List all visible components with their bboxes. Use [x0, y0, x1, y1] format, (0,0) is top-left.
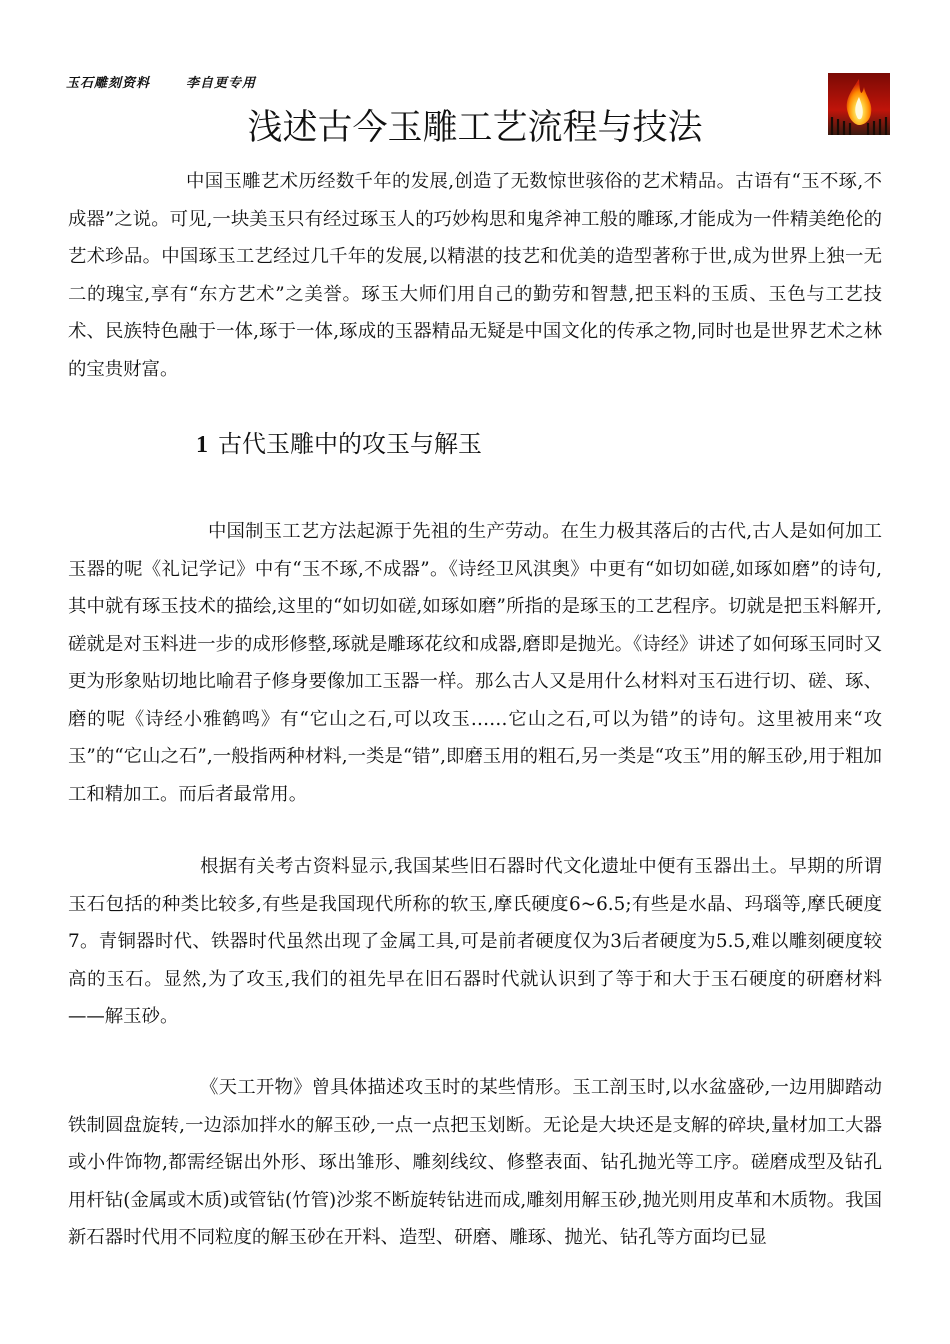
section-number: 1 — [196, 432, 208, 458]
intro-paragraph: 中国玉雕艺术历经数千年的发展,创造了无数惊世骇俗的艺术精品。古语有“玉不琢,不成器”之说。可见,一块美玉只有经过琢玉人的巧妙构思和鬼斧神工般的雕琢,才能成为一件精美绝伦的艺术珍品。中国琢玉工艺经过几千年的发展,以精湛的技艺和优美的造型著称于世,成为世界上独一无二的瑰宝,享有“东方艺术”之美誉。琢玉大师们用自己的勤劳和智慧,把玉料的玉质、玉色与工艺技术、民族特色融于一体,琢于一体,琢成的玉器精品无疑是中国文化的传承之物,同时也是世界艺术之林的宝贵财富。 — [68, 171, 882, 380]
header-owner-label: 李自更专用 — [186, 76, 257, 91]
section-heading — [196, 424, 482, 459]
section-paragraph-3: 《天工开物》曾具体描述攻玉时的某些情形。玉工剖玉时,以水盆盛砂,一边用脚踏动铁制圆盘旋转,一边添加拌水的解玉砂,一点一点把玉划断。无论是大块还是支解的碎块,量材加工大器或小件饰物,都需经锯出外形、琢出雏形、雕刻线纹、修整表面、钻孔抛光等工序。磋磨成型及钻孔用杆钻(金属或木质)或管钻(竹管)沙浆不断旋转钻进而成,雕刻用解玉砂,抛光则用皮革和木质物。我国新石器时代用不同粒度的解玉砂在开料、造型、研磨、雕琢、抛光、钻孔等方面均已显 — [68, 1077, 882, 1248]
page-header — [66, 72, 256, 91]
section-paragraph-1: 中国制玉工艺方法起源于先祖的生产劳动。在生力极其落后的古代,古人是如何加工玉器的呢《礼记学记》中有“玉不琢,不成器”。《诗经卫风淇奥》中更有“如切如磋,如琢如磨”的诗句,其中就有琢玉技术的描绘,这里的“如切如磋,如琢如磨”所指的是琢玉的工艺程序。切就是把玉料解开,磋就是对玉料进一步的成形修整,琢就是雕琢花纹和成器,磨即是抛光。《诗经》讲述了如何琢玉同时又更为形象贴切地比喻君子修身要像加工玉器一样。那么古人又是用什么材料对玉石进行切、磋、琢、磨的呢《诗经小雅鹤鸣》有“它山之石,可以攻玉……它山之石,可以为错”的诗句。这里被用来“攻玉”的“它山之石”,一般指两种材料,一类是“错”,即磨玉用的粗石,另一类是“攻玉”用的解玉砂,用于粗加工和精加工。而后者最常用。 — [68, 521, 882, 805]
header-doc-label: 玉石雕刻资料 — [66, 76, 151, 91]
section-title: 古代玉雕中的攻玉与解玉 — [218, 430, 482, 458]
document-title: 浅述古今玉雕工艺流程与技法 — [247, 108, 703, 148]
section-paragraph-2: 根据有关考古资料显示,我国某些旧石器时代文化遗址中便有玉器出土。早期的所谓玉石包括的种类比较多,有些是我国现代所称的软玉,摩氏硬度6~6.5;有些是水晶、玛瑙等,摩氏硬度7。青铜器时代、铁器时代虽然出现了金属工具,可是前者硬度仅为3后者硬度为5.5,难以雕刻硬度较高的玉石。显然,为了攻玉,我们的祖先早在旧石器时代就认识到了等于和大于玉石硬度的研磨材料——解玉砂。 — [68, 856, 882, 1027]
